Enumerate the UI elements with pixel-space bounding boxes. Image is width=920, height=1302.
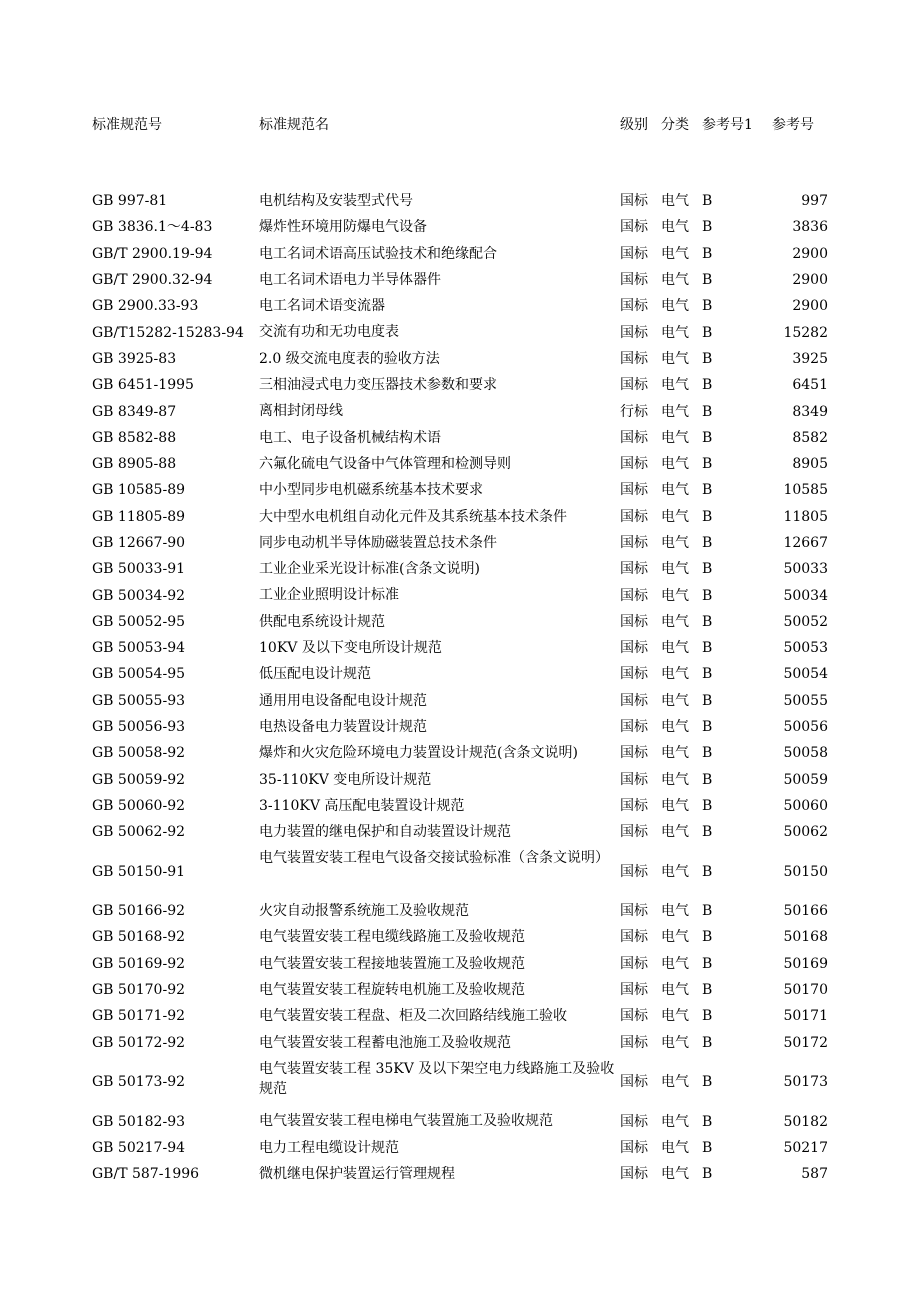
standard-level: 国标 (620, 429, 648, 446)
table-row (92, 1003, 832, 1029)
standard-code: GB/T 2900.32-94 (92, 272, 213, 289)
standard-ref1: B (702, 1074, 713, 1091)
standard-category: 电气 (661, 219, 689, 236)
header-category: 分类 (661, 117, 689, 133)
standard-level: 国标 (620, 666, 648, 683)
standard-level: 行标 (620, 403, 648, 420)
standard-code: GB/T 587-1996 (92, 1166, 200, 1183)
standard-category: 电气 (661, 719, 689, 736)
table-row (92, 1030, 832, 1056)
standard-category: 电气 (661, 903, 689, 920)
standard-code: GB 50150-91 (92, 863, 186, 880)
standard-category: 电气 (661, 535, 689, 551)
standard-ref1: B (702, 377, 713, 394)
standard-ref: 2900 (792, 245, 828, 262)
standard-name: 供配电系统设计规范 (259, 613, 385, 630)
standard-code: GB 50062-92 (92, 824, 186, 841)
table-row (92, 477, 832, 503)
standards-table (92, 188, 832, 1187)
standard-level: 国标 (620, 903, 648, 920)
standard-ref: 50055 (783, 692, 828, 709)
standard-name: 电气装置安装工程电梯电气装置施工及验收规范 (259, 1113, 553, 1130)
standard-category: 电气 (661, 797, 689, 814)
standard-ref1: B (702, 1166, 713, 1183)
standard-category: 电气 (661, 350, 689, 367)
standard-level: 国标 (620, 1139, 648, 1156)
standard-category: 电气 (661, 1008, 689, 1025)
standard-name: 交流有功和无功电度表 (259, 324, 399, 341)
header-code: 标准规范号 (92, 117, 162, 133)
standard-name: 电热设备电力装置设计规范 (259, 718, 427, 735)
table-row (92, 346, 832, 372)
standard-ref: 997 (801, 193, 828, 210)
standard-name: 电工名词术语电力半导体器件 (259, 271, 441, 288)
table-row (92, 977, 832, 1003)
standard-name: 爆炸性环境用防爆电气设备 (259, 219, 427, 236)
standard-category: 电气 (661, 403, 689, 420)
table-row (92, 1161, 832, 1187)
standard-ref1: B (702, 797, 713, 814)
standard-ref: 50166 (783, 903, 828, 920)
standard-ref1: B (702, 272, 713, 289)
standard-level: 国标 (620, 219, 648, 236)
header-level: 级别 (620, 117, 648, 133)
standard-category: 电气 (661, 587, 689, 604)
standard-name: 2.0 级交流电度表的验收方法 (259, 350, 440, 367)
table-row (92, 845, 832, 898)
standard-category: 电气 (661, 193, 689, 210)
standard-name: 电气装置安装工程盘、柜及二次回路结线施工验收 (259, 1008, 567, 1025)
standard-ref1: B (702, 640, 713, 657)
standard-ref: 50169 (783, 955, 828, 972)
standard-name: 电机结构及安装型式代号 (259, 193, 413, 209)
standard-name: 10KV 及以下变电所设计规范 (259, 640, 442, 657)
standard-code: GB 8349-87 (92, 403, 177, 420)
standard-name: 六氟化硫电气设备中气体管理和检测导则 (259, 455, 511, 472)
standard-level: 国标 (620, 193, 648, 210)
table-row (92, 819, 832, 845)
standard-code: GB 50169-92 (92, 955, 186, 972)
standard-category: 电气 (661, 1166, 689, 1183)
table-row (92, 714, 832, 740)
standard-level: 国标 (620, 561, 648, 578)
standard-name: 电工名词术语高压试验技术和绝缘配合 (259, 245, 497, 262)
standard-ref: 3836 (792, 219, 828, 236)
standard-ref1: B (702, 482, 713, 499)
standard-level: 国标 (620, 863, 648, 880)
standard-category: 电气 (661, 863, 689, 880)
standard-category: 电气 (661, 955, 689, 972)
standard-category: 电气 (661, 929, 689, 946)
standard-ref1: B (702, 245, 713, 262)
standard-level: 国标 (620, 350, 648, 367)
standard-ref: 50172 (783, 1034, 828, 1051)
standard-level: 国标 (620, 929, 648, 946)
standard-category: 电气 (661, 692, 689, 709)
standard-ref1: B (702, 429, 713, 446)
standard-name: 工业企业采光设计标准(含条文说明) (259, 561, 480, 578)
standard-category: 电气 (661, 272, 689, 289)
standard-level: 国标 (620, 797, 648, 814)
standard-category: 电气 (661, 324, 689, 341)
table-row (92, 951, 832, 977)
table-row (92, 398, 832, 424)
standard-ref: 587 (801, 1166, 828, 1183)
standard-code: GB 50053-94 (92, 640, 186, 657)
table-row (92, 898, 832, 924)
standard-ref1: B (702, 1034, 713, 1051)
table-row (92, 582, 832, 608)
standard-category: 电气 (661, 666, 689, 683)
standard-category: 电气 (661, 1113, 689, 1130)
standard-ref1: B (702, 745, 713, 762)
standard-level: 国标 (620, 745, 648, 762)
standard-code: GB 50168-92 (92, 929, 186, 946)
table-row (92, 688, 832, 714)
standard-ref: 50062 (783, 824, 828, 841)
standard-category: 电气 (661, 1034, 689, 1051)
standard-ref: 50058 (783, 745, 828, 762)
standard-ref: 50171 (783, 1008, 828, 1025)
table-row (92, 1135, 832, 1161)
standard-ref: 50034 (783, 587, 828, 604)
standard-ref: 2900 (792, 298, 828, 315)
standard-name: 电气装置安装工程电缆线路施工及验收规范 (259, 929, 525, 946)
standard-code: GB 50217-94 (92, 1139, 186, 1156)
standard-category: 电气 (661, 482, 689, 499)
table-row (92, 661, 832, 687)
standard-ref1: B (702, 193, 713, 210)
standard-level: 国标 (620, 508, 648, 525)
standard-code: GB 50171-92 (92, 1008, 186, 1025)
standard-category: 电气 (661, 613, 689, 630)
table-row (92, 635, 832, 661)
standard-code: GB 50166-92 (92, 903, 186, 920)
standard-ref1: B (702, 456, 713, 473)
standard-name: 35-110KV 变电所设计规范 (259, 771, 432, 788)
standard-ref: 50173 (783, 1074, 828, 1091)
standard-level: 国标 (620, 587, 648, 604)
standard-ref1: B (702, 1008, 713, 1025)
standard-ref1: B (702, 903, 713, 920)
standard-code: GB 997-81 (92, 193, 168, 210)
standard-level: 国标 (620, 377, 648, 394)
standard-name: 3-110KV 高压配电装置设计规范 (259, 797, 465, 814)
standard-category: 电气 (661, 377, 689, 394)
standard-ref: 15282 (783, 324, 828, 341)
standard-ref1: B (702, 1113, 713, 1130)
standard-code: GB 50060-92 (92, 797, 186, 814)
standard-category: 电气 (661, 745, 689, 762)
standard-code: GB 50055-93 (92, 692, 186, 709)
standard-category: 电气 (661, 1074, 689, 1091)
table-row (92, 1108, 832, 1134)
standard-name: 大中型水电机组自动化元件及其系统基本技术条件 (259, 508, 567, 525)
standard-code: GB/T 2900.19-94 (92, 245, 213, 262)
header-ref: 参考号 (772, 117, 814, 133)
table-row (92, 530, 832, 556)
table-row (92, 451, 832, 477)
standard-name: 电气装置安装工程 35KV 及以下架空电力线路施工及验收规范 (259, 1060, 615, 1097)
standard-category: 电气 (661, 429, 689, 446)
standard-ref: 8582 (792, 429, 828, 446)
standard-category: 电气 (661, 824, 689, 841)
standard-level: 国标 (620, 272, 648, 289)
standard-ref1: B (702, 719, 713, 736)
standard-name: 电气装置安装工程接地装置施工及验收规范 (259, 955, 525, 972)
table-row (92, 924, 832, 950)
table-row (92, 214, 832, 240)
standard-ref: 50033 (783, 561, 828, 578)
table-row (92, 319, 832, 345)
standard-category: 电气 (661, 508, 689, 525)
standard-ref1: B (702, 692, 713, 709)
standard-code: GB 50058-92 (92, 745, 186, 762)
standard-code: GB 8905-88 (92, 456, 177, 473)
standard-level: 国标 (620, 640, 648, 657)
standard-ref1: B (702, 771, 713, 788)
standard-code: GB 50173-92 (92, 1074, 186, 1091)
standard-ref1: B (702, 1139, 713, 1156)
standard-name: 电力工程电缆设计规范 (259, 1139, 399, 1156)
standard-name: 低压配电设计规范 (259, 666, 371, 683)
standard-ref: 6451 (792, 377, 828, 394)
table-row (92, 740, 832, 766)
standard-ref: 3925 (792, 350, 828, 367)
standard-ref: 50182 (783, 1113, 828, 1130)
standard-ref1: B (702, 666, 713, 683)
standard-code: GB 50059-92 (92, 771, 186, 788)
standard-category: 电气 (661, 982, 689, 999)
standard-ref1: B (702, 403, 713, 420)
standard-ref1: B (702, 824, 713, 841)
standard-ref: 50053 (783, 640, 828, 657)
standard-ref: 10585 (783, 482, 828, 499)
standard-name: 电工名词术语变流器 (259, 298, 385, 315)
standard-level: 国标 (620, 613, 648, 630)
standard-ref1: B (702, 982, 713, 999)
standard-level: 国标 (620, 719, 648, 736)
table-row (92, 556, 832, 582)
standard-category: 电气 (661, 640, 689, 657)
standard-code: GB 50056-93 (92, 719, 186, 736)
table-header (92, 114, 832, 136)
standard-name: 电气装置安装工程旋转电机施工及验收规范 (259, 981, 525, 998)
standard-code: GB 11805-89 (92, 508, 186, 525)
standard-level: 国标 (620, 824, 648, 841)
standard-level: 国标 (620, 456, 648, 473)
standard-code: GB 2900.33-93 (92, 298, 199, 315)
standard-level: 国标 (620, 1074, 648, 1091)
standard-level: 国标 (620, 298, 648, 315)
standard-code: GB 50182-93 (92, 1113, 186, 1130)
standard-level: 国标 (620, 1166, 648, 1183)
standard-name: 爆炸和火灾危险环境电力装置设计规范(含条文说明) (259, 745, 578, 762)
standard-name: 电气装置安装工程电气设备交接试验标准（含条文说明） (259, 850, 609, 867)
standard-name: 中小型同步电机磁系统基本技术要求 (259, 482, 483, 499)
table-row (92, 372, 832, 398)
standard-name: 通用用电设备配电设计规范 (259, 692, 427, 709)
table-row (92, 767, 832, 793)
standard-code: GB 50054-95 (92, 666, 186, 683)
standard-name: 微机继电保护装置运行管理规程 (259, 1165, 455, 1182)
standard-level: 国标 (620, 324, 648, 341)
standard-code: GB 50052-95 (92, 613, 186, 630)
standard-code: GB 50172-92 (92, 1034, 186, 1051)
standard-code: GB 10585-89 (92, 482, 186, 499)
standard-ref1: B (702, 613, 713, 630)
standard-ref1: B (702, 955, 713, 972)
standard-code: GB/T15282-15283-94 (92, 324, 244, 341)
standard-name: 同步电动机半导体励磁装置总技术条件 (259, 534, 497, 551)
standard-name: 火灾自动报警系统施工及验收规范 (259, 903, 469, 920)
standard-category: 电气 (661, 456, 689, 473)
standard-ref: 8349 (792, 403, 828, 420)
table-row (92, 793, 832, 819)
standard-ref: 50052 (783, 613, 828, 630)
standard-ref: 50056 (783, 719, 828, 736)
standard-code: GB 50170-92 (92, 982, 186, 999)
standard-ref1: B (702, 508, 713, 525)
standard-level: 国标 (620, 1008, 648, 1025)
standard-level: 国标 (620, 535, 648, 551)
standard-name: 离相封闭母线 (259, 403, 343, 420)
standard-level: 国标 (620, 982, 648, 999)
standard-ref1: B (702, 298, 713, 315)
standard-ref: 50217 (783, 1139, 828, 1156)
standard-ref: 11805 (783, 508, 828, 525)
table-row (92, 241, 832, 267)
standard-name: 电工、电子设备机械结构术语 (259, 429, 441, 446)
standard-ref: 8905 (792, 456, 828, 473)
standard-ref: 50150 (783, 863, 828, 880)
standard-category: 电气 (661, 771, 689, 788)
table-row (92, 267, 832, 293)
standard-code: GB 50033-91 (92, 561, 186, 578)
standard-level: 国标 (620, 1034, 648, 1051)
standard-code: GB 6451-1995 (92, 377, 194, 394)
standard-ref1: B (702, 863, 713, 880)
standard-ref: 50168 (783, 929, 828, 946)
standard-name: 工业企业照明设计标准 (259, 587, 399, 604)
standard-code: GB 8582-88 (92, 429, 177, 446)
standard-ref: 2900 (792, 272, 828, 289)
table-row (92, 293, 832, 319)
standard-category: 电气 (661, 561, 689, 578)
table-row (92, 504, 832, 530)
standard-ref: 50054 (783, 666, 828, 683)
table-row (92, 425, 832, 451)
table-row (92, 188, 832, 214)
header-ref1: 参考号1 (702, 117, 753, 133)
standard-category: 电气 (661, 245, 689, 262)
standard-level: 国标 (620, 771, 648, 788)
table-row (92, 609, 832, 635)
standard-ref1: B (702, 219, 713, 236)
standard-code: GB 50034-92 (92, 587, 186, 604)
standard-ref1: B (702, 929, 713, 946)
header-name: 标准规范名 (259, 117, 329, 133)
standard-level: 国标 (620, 1113, 648, 1130)
standard-ref: 50170 (783, 982, 828, 999)
standard-ref1: B (702, 587, 713, 604)
standard-ref1: B (702, 324, 713, 341)
standard-code: GB 12667-90 (92, 535, 186, 551)
standard-level: 国标 (620, 245, 648, 262)
standard-name: 三相油浸式电力变压器技术参数和要求 (259, 377, 497, 394)
table-row (92, 1056, 832, 1109)
standard-ref: 50060 (783, 797, 828, 814)
standard-category: 电气 (661, 1139, 689, 1156)
standard-ref: 50059 (783, 771, 828, 788)
standard-name: 电力装置的继电保护和自动装置设计规范 (259, 824, 511, 841)
standard-level: 国标 (620, 692, 648, 709)
standard-level: 国标 (620, 482, 648, 499)
standard-ref1: B (702, 561, 713, 578)
standard-ref1: B (702, 535, 713, 551)
standard-code: GB 3925-83 (92, 350, 177, 367)
standard-ref: 12667 (783, 535, 828, 551)
standard-category: 电气 (661, 298, 689, 315)
standard-code: GB 3836.1～4-83 (92, 219, 213, 236)
standard-ref1: B (702, 350, 713, 367)
standard-name: 电气装置安装工程蓄电池施工及验收规范 (259, 1034, 511, 1051)
standard-level: 国标 (620, 955, 648, 972)
